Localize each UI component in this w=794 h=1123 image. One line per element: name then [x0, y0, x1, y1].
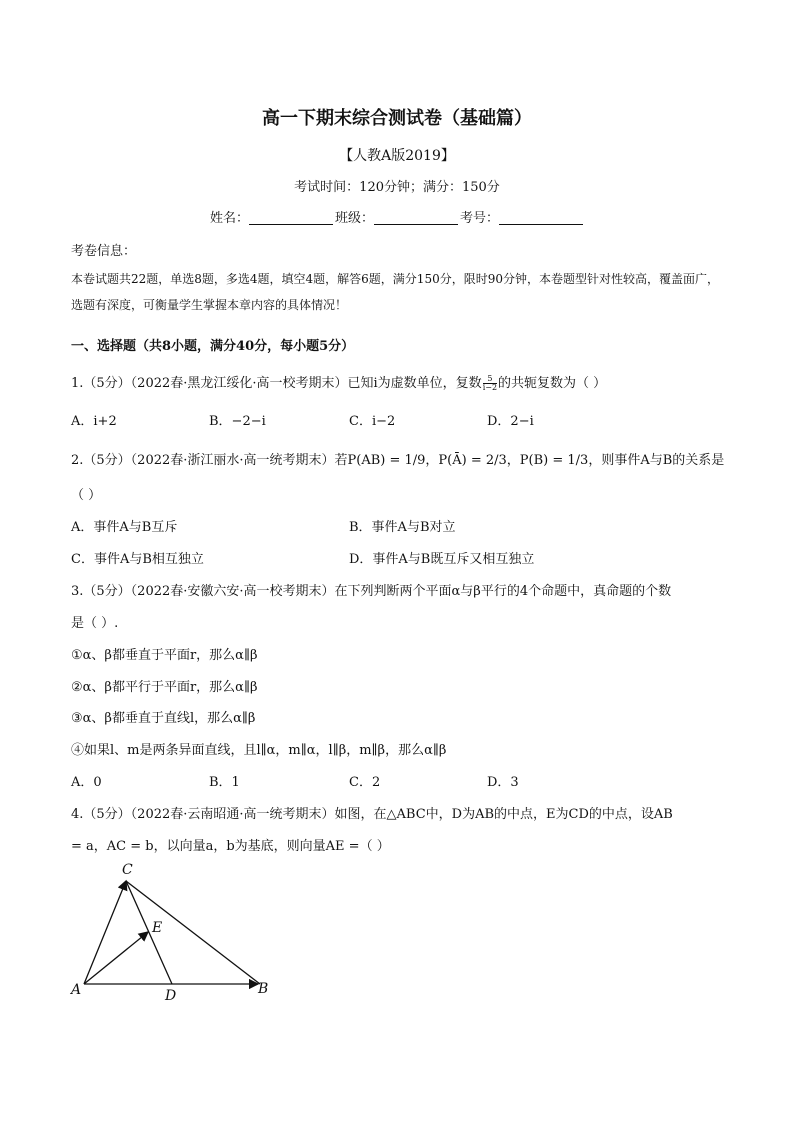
triangle-figure: [66, 860, 286, 1005]
q3-option-a[interactable]: A．0: [71, 775, 102, 790]
q1-option-a[interactable]: A．i+2: [71, 414, 117, 429]
section-heading: 一、选择题（共8小题，满分40分，每小题5分）: [71, 339, 355, 354]
q1-stem-suffix: 的共轭复数为（ ）: [498, 376, 607, 391]
info-body: 本卷试题共22题，单选8题，多选4题，填空4题，解答6题，满分150分，限时90分钟，本卷题型针对性较高，覆盖面广，选题有深度，可衡量学生掌握本章内容的具体情况！: [71, 272, 719, 312]
q1-frac-num: 5: [483, 375, 497, 384]
question-2-stem: 2.（5分）（2022春·浙江丽水·高一统考期末）若P(AB) = 1/9，P(Ā) = 2/3，P(B) = 1/3，则事件A与B的关系是: [71, 453, 725, 468]
class-blank[interactable]: [374, 210, 458, 225]
info-label: 考卷信息：: [71, 244, 137, 259]
question-4-stem-line1: 4.（5分）（2022春·云南昭通·高一统考期末）如图，在△ABC中，D为AB的中点，E为CD的中点，设AB: [71, 807, 673, 822]
q3-option-d[interactable]: D．3: [487, 775, 519, 790]
label-b: B: [258, 981, 269, 997]
name-blank[interactable]: [249, 210, 333, 225]
q3-item-2: ②α、β都平行于平面r，那么α∥β: [71, 680, 258, 695]
question-3-stem-line2: 是（ ）.: [71, 616, 119, 631]
id-blank[interactable]: [499, 210, 583, 225]
vector-ae-arrow: [84, 932, 148, 984]
class-label: 班级：: [335, 211, 375, 226]
q1-option-d[interactable]: D．2−i: [487, 414, 534, 429]
q2-option-b[interactable]: B．事件A与B对立: [349, 520, 456, 535]
label-a: A: [71, 982, 82, 998]
q2-option-d[interactable]: D．事件A与B既互斥又相互独立: [349, 552, 535, 567]
label-e: E: [152, 920, 163, 936]
paper-subtitle: 【人教A版2019】: [339, 148, 455, 164]
q2-option-c[interactable]: C．事件A与B相互独立: [71, 552, 204, 567]
q3-item-1: ①α、β都垂直于平面r，那么α∥β: [71, 648, 258, 663]
question-3-stem-line1: 3.（5分）（2022春·安徽六安·高一校考期末）在下列判断两个平面α与β平行的4个命题中，真命题的个数: [71, 584, 672, 599]
q1-option-c[interactable]: C．i−2: [349, 414, 396, 429]
question-1-stem: [71, 372, 606, 392]
q3-item-4: ④如果l、m是两条异面直线，且l∥α，m∥α，l∥β，m∥β，那么α∥β: [71, 743, 447, 758]
vector-ac-arrow: [84, 881, 126, 984]
paper-title: 高一下期末综合测试卷（基础篇）: [262, 108, 532, 129]
segment-cb: [126, 881, 260, 984]
label-c: C: [122, 862, 133, 878]
student-info-row: [210, 207, 585, 226]
q2-option-a[interactable]: A．事件A与B互斥: [71, 520, 178, 535]
q1-option-b[interactable]: B．−2−i: [209, 414, 266, 429]
q1-stem-prefix: 1.（5分）（2022春·黑龙江绥化·高一校考期末）已知i为虚数单位，复数: [71, 376, 482, 391]
label-d: D: [165, 988, 177, 1004]
q3-option-c[interactable]: C．2: [349, 775, 381, 790]
q1-fraction: [483, 375, 497, 392]
name-label: 姓名：: [210, 211, 250, 226]
question-4-stem-line2: = a，AC = b，以向量a，b为基底，则向量AE =（ ）: [71, 839, 390, 854]
question-2-paren: （ ）: [71, 488, 102, 503]
exam-time: 考试时间：120分钟；满分：150分: [294, 180, 500, 195]
q3-item-3: ③α、β都垂直于直线l，那么α∥β: [71, 711, 256, 726]
q3-option-b[interactable]: B．1: [209, 775, 240, 790]
q1-frac-den: i−2: [482, 383, 498, 392]
id-label: 考号：: [460, 211, 500, 226]
segment-cd: [126, 881, 172, 984]
